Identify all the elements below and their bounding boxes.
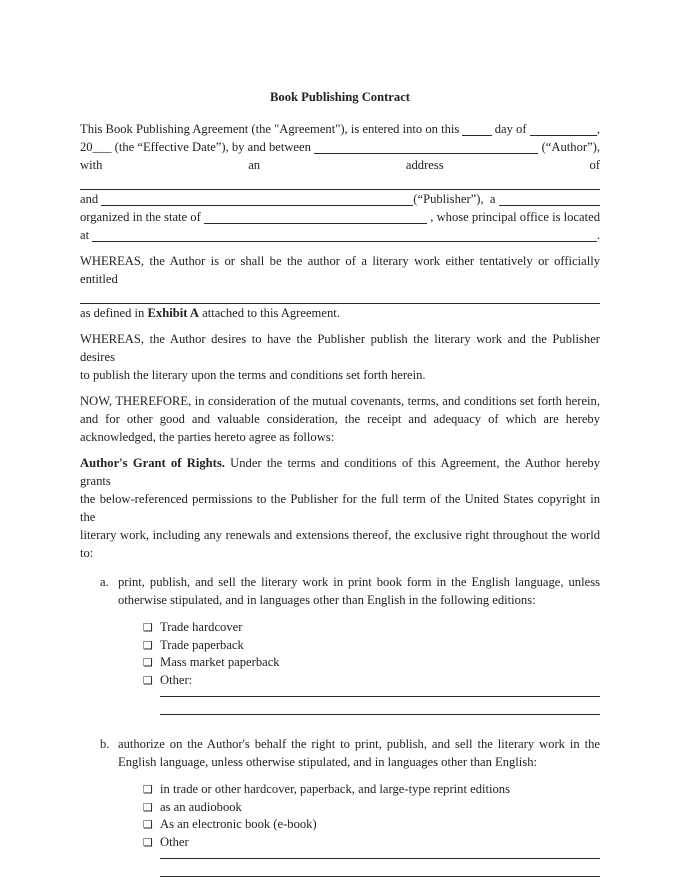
text-run: Exhibit A: [147, 306, 199, 320]
text-line: [118, 591, 600, 609]
text-line: [80, 304, 600, 322]
document-title: Book Publishing Contract: [270, 90, 410, 104]
fill-in-blank-line: [462, 120, 491, 136]
text-run: organized in the state of: [80, 210, 204, 224]
document-body: [80, 120, 600, 877]
blank-writing-line: [160, 859, 600, 877]
text-run: otherwise stipulated, and in languages other than English in the following editions:: [118, 593, 536, 607]
text-line: [80, 410, 600, 428]
text-run: 20___ (the “Effective Date”), by and between: [80, 140, 315, 154]
text-run: NOW, THEREFORE, in consideration of the mutual covenants, terms, and conditions set forth herein,: [80, 394, 600, 408]
fill-in-blank-line: [530, 120, 597, 136]
text-line: [80, 366, 600, 384]
text-run: Author's Grant of Rights.: [80, 456, 225, 470]
text-line: [80, 138, 600, 156]
checkbox-icon: ❑: [143, 621, 153, 634]
checklist-label: As an electronic book (e-book): [160, 817, 317, 831]
text-run: (“Author”),: [538, 140, 600, 154]
fill-in-blank-line: [92, 226, 597, 242]
text-line: [118, 753, 600, 771]
text-run: of: [589, 158, 600, 172]
text-run: to publish the literary upon the terms and conditions set forth herein.: [80, 368, 426, 382]
checkbox-icon: ❑: [143, 638, 153, 652]
text-run: acknowledged, the parties hereto agree as follows:: [80, 430, 335, 444]
text-line: [118, 573, 600, 591]
text-line: [118, 735, 600, 753]
checklist-label: as an audiobook: [160, 799, 242, 814]
fill-in-blank-line: [80, 288, 600, 304]
text-line: [80, 490, 600, 526]
checklist-label: in trade or other hardcover, paperback, and large-type reprint editions: [160, 782, 510, 796]
checklist-item: [143, 816, 600, 834]
text-line: [80, 174, 600, 190]
text-line: [80, 330, 600, 366]
text-run: (“Publisher”), a: [413, 192, 499, 206]
text-run: the below-referenced permissions to the Publisher for the full term of the United States copyright in the: [80, 492, 600, 524]
checklist-label: Trade hardcover: [160, 620, 243, 634]
checkbox-icon: ❑: [143, 818, 153, 831]
whereas-desires-paragraph: [80, 330, 600, 384]
checklist-item: [143, 799, 600, 817]
fill-in-blank-line: [204, 208, 427, 224]
checklist-label: Other:: [160, 672, 193, 687]
text-line: [80, 428, 600, 446]
text-run: an: [248, 158, 261, 172]
text-run: with: [80, 158, 103, 172]
text-run: ,: [596, 122, 600, 136]
now-therefore-paragraph: [80, 392, 600, 446]
text-run: day of: [491, 122, 530, 136]
text-run: at: [80, 228, 93, 242]
text-line: [80, 190, 600, 208]
text-line: [80, 226, 600, 244]
intro-paragraph: [80, 120, 600, 244]
fill-in-blank-line: [499, 190, 600, 206]
whereas-entitled-paragraph: [80, 252, 600, 322]
checklist-item: [143, 637, 600, 655]
fill-in-blank-line: [314, 138, 538, 154]
text-line: [80, 454, 600, 490]
other-formats-blanks: [160, 841, 600, 877]
text-run: , whose principal office is located: [427, 210, 600, 224]
item-b: [80, 735, 600, 771]
text-run: WHEREAS, the Author is or shall be the author of a literary work either tentatively or officially entitled: [80, 254, 600, 286]
text-run: literary work, including any renewals and extensions thereof, the exclusive right throughout the world to:: [80, 528, 600, 560]
blank-writing-line: [160, 679, 600, 697]
text-run: .: [596, 228, 600, 242]
checklist-item: [143, 654, 600, 672]
item-marker: a.: [100, 575, 109, 589]
text-line: [80, 252, 600, 288]
blank-writing-line: [160, 841, 600, 859]
text-run: WHEREAS, the Author desires to have the Publisher publish the literary work and the Publisher desires: [80, 332, 600, 364]
text-line: [80, 526, 600, 562]
checkbox-icon: ❑: [143, 835, 153, 849]
text-run: authorize on the Author's behalf the right to print, publish, and sell the literary work in the: [118, 737, 600, 751]
grant-of-rights-paragraph: [80, 454, 600, 562]
checklist-label: Trade paperback: [160, 637, 244, 652]
text-run: as defined in: [80, 306, 148, 320]
checkbox-icon: ❑: [143, 673, 153, 687]
text-run: and: [80, 192, 102, 206]
text-line: [80, 288, 600, 304]
text-run: and for other good and valuable consideration, the receipt and adequacy of which are hereby: [80, 412, 600, 426]
checklist-label: Other: [160, 834, 189, 849]
spacer: [102, 156, 248, 171]
checkbox-icon: ❑: [143, 783, 153, 796]
text-run: Under the terms and conditions of this Agreement, the Author hereby grants: [80, 456, 600, 488]
text-run: English language, unless otherwise stipulated, and in languages other than English:: [118, 755, 538, 769]
fill-in-blank-line: [80, 174, 600, 190]
text-run: This Book Publishing Agreement (the "Agreement"), is entered into on this: [80, 122, 463, 136]
text-line: [80, 392, 600, 410]
text-line: [80, 156, 600, 174]
fill-in-blank-line: [101, 190, 413, 206]
text-run: attached to this Agreement.: [198, 306, 340, 320]
other-editions-blanks: [160, 679, 600, 715]
item-a: [80, 573, 600, 609]
text-run: address: [405, 158, 444, 172]
text-run: print, publish, and sell the literary work in print book form in the English language, unless: [118, 575, 600, 589]
blank-writing-line: [160, 697, 600, 715]
checklist-label: Mass market paperback: [160, 655, 280, 669]
checkbox-icon: ❑: [143, 656, 153, 669]
checklist-item: [143, 619, 600, 637]
item-marker: b.: [100, 737, 110, 751]
spacer: [260, 156, 406, 171]
checklist-item: [143, 781, 600, 799]
spacer: [444, 156, 590, 171]
checkbox-icon: ❑: [143, 800, 153, 814]
text-line: [80, 120, 600, 138]
text-line: [80, 208, 600, 226]
